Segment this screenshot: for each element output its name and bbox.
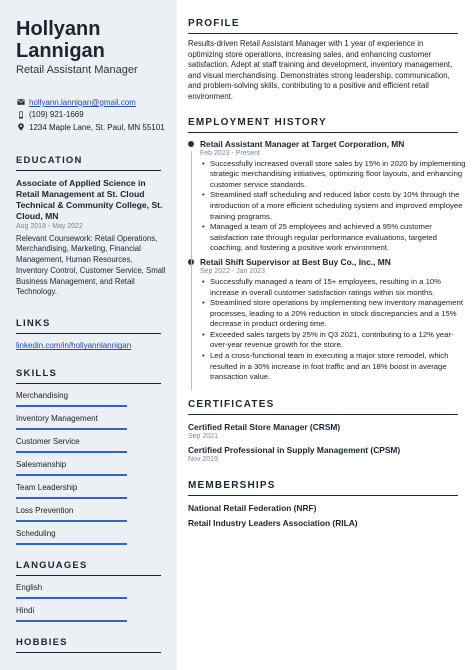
education-coursework: Relevant Coursework: Retail Operations, Merchandising, Marketing, Financial Management, Human Resources, Inventory Control, Customer Service, Small Business Management, and Retail Technology. [16, 233, 166, 297]
links-heading: LINKS [16, 318, 161, 334]
skill-item [16, 391, 177, 407]
job-title: Retail Shift Supervisor at Best Buy Co., Inc., MN [200, 256, 391, 267]
education-heading: EDUCATION [16, 155, 161, 171]
employment-heading: EMPLOYMENT HISTORY [188, 117, 458, 133]
skill-level-fill [16, 451, 127, 453]
skill-level-bar [16, 543, 127, 545]
skill-label: Salesmanship [16, 460, 67, 470]
job-dates: Sep 2022 - Jan 2023 [200, 267, 265, 275]
skill-item [16, 529, 177, 545]
certificates-section [188, 399, 458, 463]
job-title: Retail Assistant Manager at Target Corporation, MN [200, 138, 405, 149]
bullet-item: • Managed a team of 25 employees and achieved a 95% customer satisfaction rate through regular performance evaluations, targeted coaching, and fostering a positive work environment. [200, 222, 466, 254]
timeline-line [191, 151, 192, 391]
skill-label: Merchandising [16, 391, 69, 401]
skill-item [16, 483, 177, 499]
skill-level-bar [16, 520, 127, 522]
job-entry [188, 256, 463, 383]
sidebar [0, 0, 177, 670]
links-section [16, 318, 177, 350]
location-pin-icon [16, 123, 25, 132]
skill-level-fill [16, 405, 127, 407]
job-bullets [200, 276, 463, 383]
education-degree: Associate of Applied Science in Retail Management at St. Cloud Technical & Community College, St. Cloud, MN [16, 177, 163, 221]
certificate-name: Certified Retail Store Manager (CRSM) [188, 421, 341, 432]
skill-level-fill [16, 620, 127, 622]
employment-section [188, 116, 466, 383]
job-bullets [200, 158, 466, 254]
membership-item: Retail Industry Leaders Association (RILA) [188, 517, 358, 528]
skill-level-fill [16, 497, 127, 499]
bullet-item: • Successfully managed a team of 15+ employees, resulting in a 10% increase in overall customer satisfaction ratings within six months. [200, 277, 466, 298]
skill-level-fill [16, 543, 127, 545]
bullet-item: • Successfully increased overall store sales by 15% in 2020 by implementing strategic merchandising initiatives, optimizing floor layouts, and enhancing customer service standards. [200, 159, 466, 191]
skill-label: English [16, 583, 43, 593]
languages-section [16, 560, 177, 622]
skills-list [16, 391, 177, 545]
profile-section [188, 18, 458, 103]
job-entry [188, 138, 466, 254]
skill-level-fill [16, 520, 127, 522]
hobbies-section [16, 637, 177, 653]
skill-item [16, 506, 177, 522]
bullet-item: • Exceeded sales targets by 25% in Q3 2021, contributing to a 12% year-over-year revenue growth for the store. [200, 330, 466, 351]
profile-text: Results-driven Retail Assistant Manager with 1 year of experience in optimizing store operations, increasing sales, and enhancing customer satisfaction. Adept at staff training and development, inventory management, and visual merchandising. Demonstrates strong leadership, communication, and problem-solving skills, contributing to a positive and efficient retail environment. [188, 39, 453, 101]
skill-label: Hindi [16, 606, 35, 616]
skill-level-bar [16, 428, 127, 430]
education-section [16, 155, 177, 299]
certificate-date: Sep 2021 [188, 432, 218, 440]
skill-label: Loss Prevention [16, 506, 74, 516]
skill-level-bar [16, 405, 127, 407]
skill-level-fill [16, 474, 127, 476]
bullet-item: • Streamlined staff scheduling and reduced labor costs by 10% through the introduction of a more efficient scheduling system and improved employee training programs. [200, 190, 466, 222]
hobbies-heading: HOBBIES [16, 637, 161, 653]
employment-timeline [188, 138, 466, 383]
skill-level-bar [16, 451, 127, 453]
skill-label: Customer Service [16, 437, 80, 447]
skill-level-bar [16, 597, 127, 599]
skill-level-bar [16, 620, 127, 622]
mail-icon [16, 98, 25, 107]
certificate-item [188, 445, 458, 463]
skill-level-bar [16, 497, 127, 499]
email-link[interactable]: hollyann.lannigan@gmail.com [29, 97, 136, 107]
skills-section [16, 368, 177, 545]
certificate-name: Certified Professional in Supply Management (CPSM) [188, 444, 401, 455]
languages-list [16, 583, 177, 622]
skill-item [16, 606, 177, 622]
contact-block [16, 96, 177, 134]
phone-icon [16, 110, 25, 119]
skill-item [16, 437, 177, 453]
skills-heading: SKILLS [16, 368, 161, 384]
certificate-date: Nov 2019 [188, 455, 218, 463]
profile-heading: PROFILE [188, 18, 458, 34]
memberships-section [188, 480, 458, 528]
skill-item [16, 460, 177, 476]
contact-address-row [16, 121, 177, 134]
skill-label: Team Leadership [16, 483, 78, 493]
bullet-item: • Led a cross-functional team in executing a major store remodel, which resulted in a 30% increase in foot traffic and an 18% boost in average transaction value. [200, 351, 466, 383]
skill-level-fill [16, 597, 127, 599]
skill-item [16, 583, 177, 599]
phone-text: (109) 921-1669 [29, 110, 84, 120]
contact-email-row [16, 96, 177, 109]
job-title: Retail Assistant Manager [16, 64, 138, 76]
education-dates: Aug 2018 - May 2022 [16, 222, 83, 230]
skill-label: Scheduling [16, 529, 56, 539]
skill-label: Inventory Management [16, 414, 98, 424]
skill-level-bar [16, 474, 127, 476]
membership-item: National Retail Federation (NRF) [188, 502, 317, 513]
contact-phone-row [16, 109, 177, 122]
skill-item [16, 414, 177, 430]
name-line-1: Hollyann [16, 18, 101, 40]
name-line-2: Lannigan [16, 40, 105, 62]
memberships-heading: MEMBERSHIPS [188, 480, 458, 496]
address-text: 1234 Maple Lane, St. Paul, MN 55101 [29, 122, 165, 132]
certificates-heading: CERTIFICATES [188, 399, 458, 415]
main-content [177, 0, 474, 670]
linkedin-link[interactable]: linkedin.com/in/hollyannlannigan [16, 341, 132, 351]
job-dates: Feb 2023 - Present [200, 149, 260, 157]
languages-heading: LANGUAGES [16, 560, 161, 576]
bullet-item: • Streamlined store operations by implementing new inventory management processes, leading to a 20% reduction in stock discrepancies and a 15% decrease in product ordering time. [200, 298, 466, 330]
skill-level-fill [16, 428, 127, 430]
certificate-item [188, 422, 458, 440]
timeline-dot [188, 141, 194, 147]
